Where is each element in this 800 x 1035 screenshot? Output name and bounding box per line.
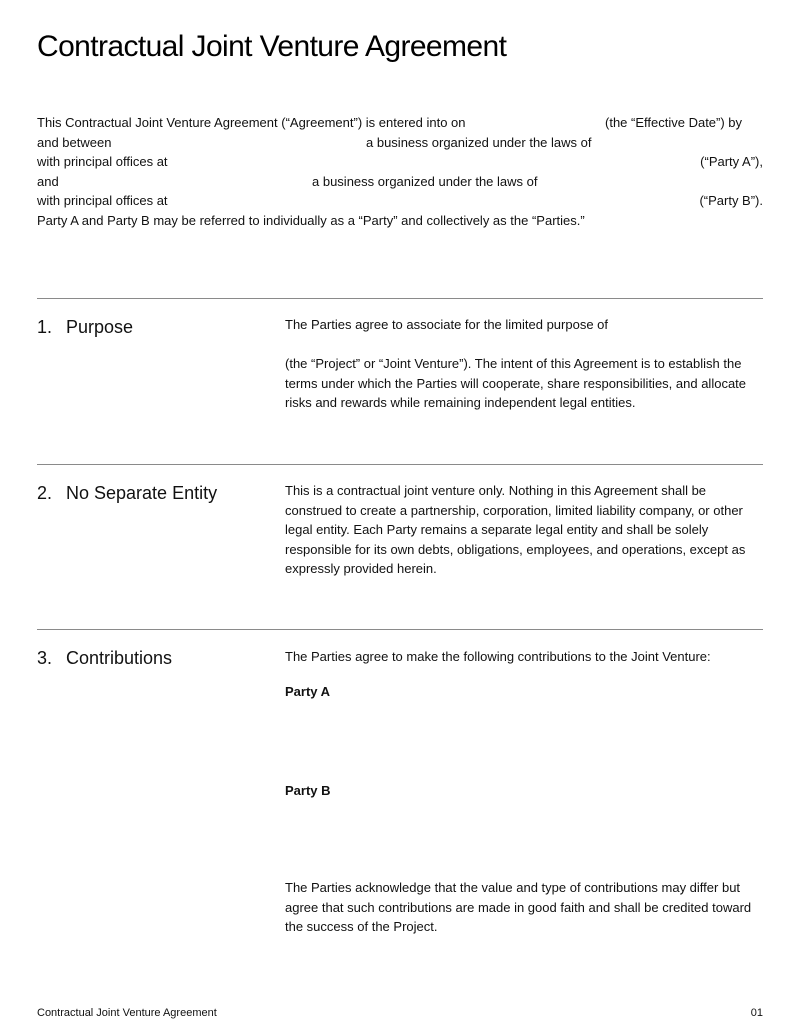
page-number: 01: [750, 1007, 763, 1019]
section-number: 1.: [37, 317, 53, 337]
intro-line: [37, 133, 763, 153]
section-heading-contributions: [37, 648, 172, 669]
paragraph: This is a contractual joint venture only. Nothing in this Agreement shall be construed to create a partnership, corporation, limited liability company, or other legal entity. Each Party remains a separate legal entity and shall be solely responsible for its own debts, obligations, employees, and operations, except as expressly provided herein.: [285, 483, 746, 577]
intro-text: with principal offices at: [37, 193, 168, 209]
intro-text: a business organized under the laws of: [312, 173, 538, 189]
party-a-designation: (“Party A”),: [700, 154, 763, 170]
section-body-purpose: [285, 315, 763, 413]
footer-document-name: Contractual Joint Venture Agreement: [37, 1007, 217, 1019]
intro-paragraph: [37, 113, 763, 231]
paragraph: The Parties agree to make the following contributions to the Joint Venture:: [285, 649, 711, 664]
party-b-label: Party B: [285, 783, 331, 798]
section-body-contributions: [285, 647, 763, 667]
intro-line: [37, 152, 763, 172]
section-number: 3.: [37, 648, 53, 668]
paragraph: The Parties agree to associate for the limited purpose of: [285, 317, 609, 332]
section-body-no-separate-entity: [285, 481, 763, 579]
section-heading-no-separate-entity: [37, 483, 217, 504]
section-divider: [37, 464, 763, 465]
intro-text: and: [37, 173, 59, 189]
section-title: No Separate Entity: [66, 483, 218, 503]
intro-line: [37, 191, 763, 211]
section-divider: [37, 629, 763, 630]
section-title: Purpose: [66, 317, 134, 337]
contributions-acknowledgement: [285, 878, 763, 937]
intro-text: Party A and Party B may be referred to individually as a “Party” and collectively as the “Parties.”: [37, 212, 585, 228]
intro-text: This Contractual Joint Venture Agreement (“Agreement”) is entered into on: [37, 115, 466, 130]
intro-text: a business organized under the laws of: [366, 134, 592, 150]
paragraph: The Parties acknowledge that the value and type of contributions may differ but agree that such contributions are made in good faith and shall be credited toward the success of the Project.: [285, 880, 752, 935]
paragraph: (the “Project” or “Joint Venture”). The intent of this Agreement is to establish the terms under which the Parties will cooperate, share responsibilities, and allocate risks and rewards while remaining independent legal entities.: [285, 356, 747, 411]
intro-line: [37, 172, 763, 192]
party-a-label: Party A: [285, 684, 331, 699]
document-title: Contractual Joint Venture Agreement: [37, 30, 507, 63]
section-title: Contributions: [66, 648, 173, 668]
section-number: 2.: [37, 483, 53, 503]
intro-line: [37, 211, 763, 231]
intro-text: and between: [37, 134, 112, 150]
intro-text: (the “Effective Date”) by: [605, 115, 743, 130]
party-b-designation: (“Party B”).: [699, 193, 763, 209]
section-divider: [37, 298, 763, 299]
intro-text: with principal offices at: [37, 154, 168, 170]
section-heading-purpose: [37, 317, 133, 338]
intro-line: [37, 113, 763, 133]
